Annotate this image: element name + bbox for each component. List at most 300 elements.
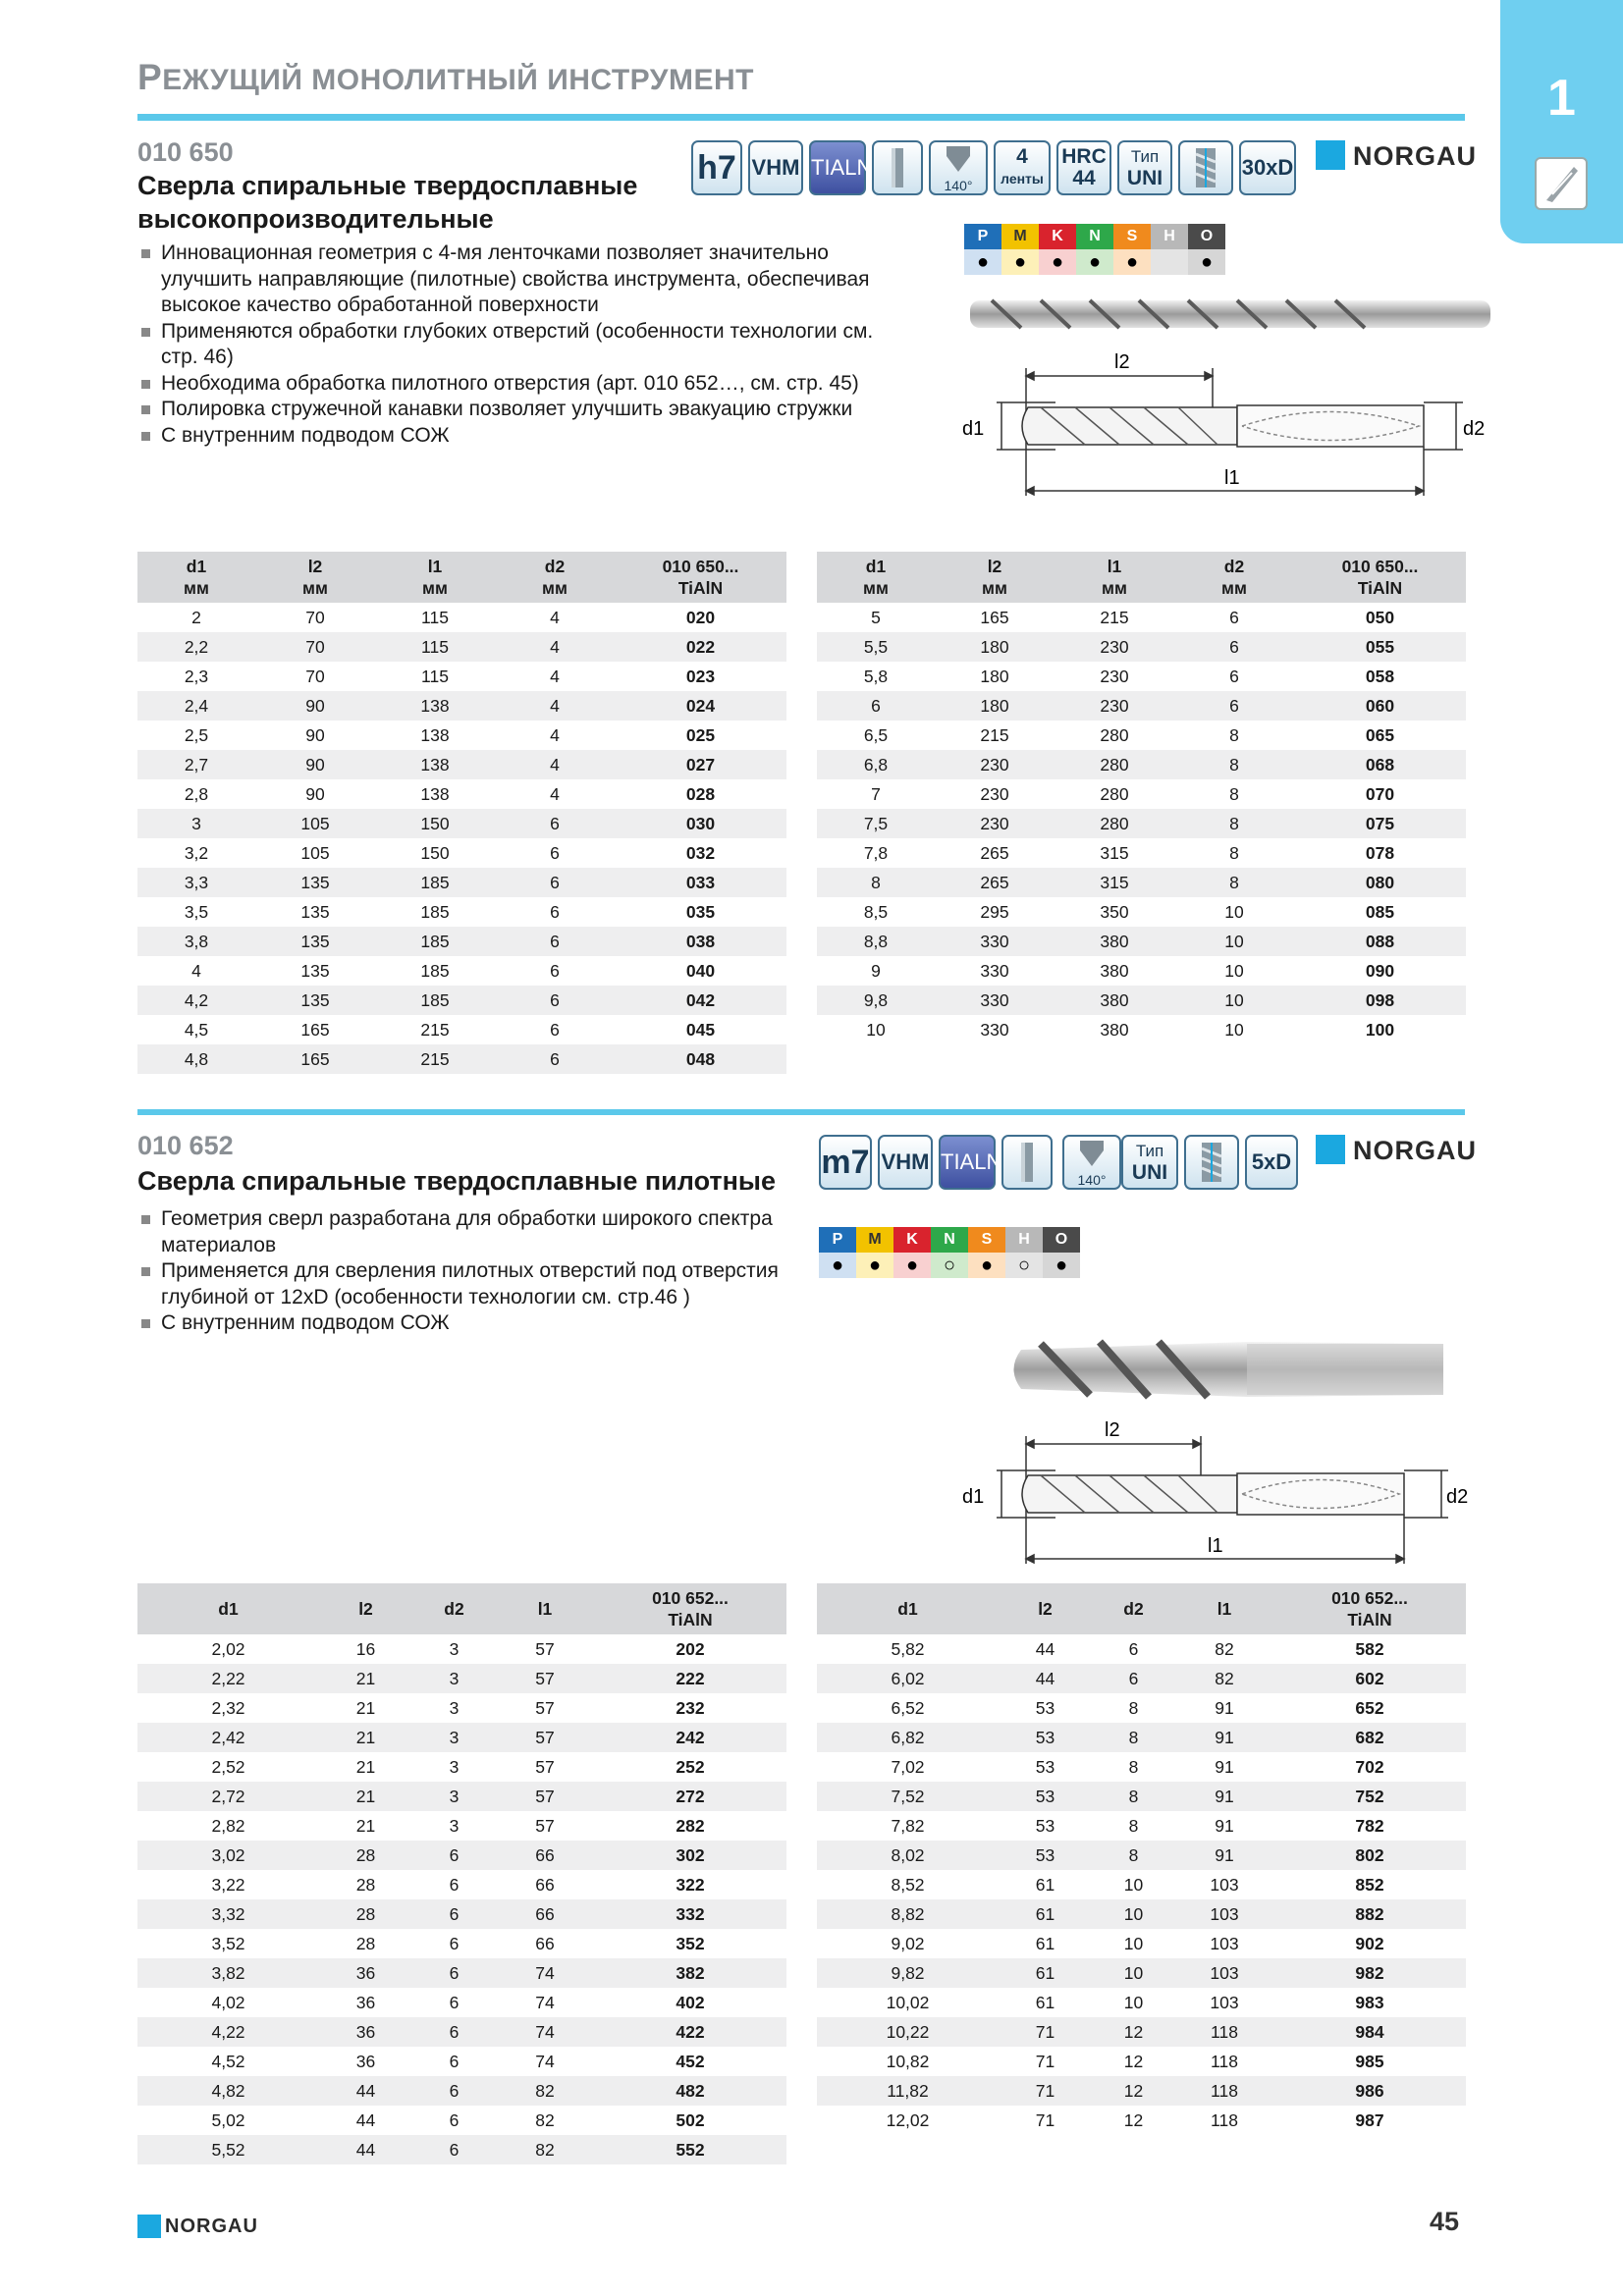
article-code-cell: 045 bbox=[685, 1019, 716, 1040]
iso-dot: ● bbox=[1001, 249, 1039, 275]
iso-letter: N bbox=[1076, 224, 1113, 249]
table-cell: 82 bbox=[496, 2076, 594, 2106]
article-code-cell: 602 bbox=[1273, 1664, 1466, 1693]
column-header: d2 мм bbox=[495, 552, 615, 603]
table-cell: 2,5 bbox=[184, 724, 209, 745]
table-row bbox=[137, 1811, 786, 1841]
article-code-cell: 050 bbox=[1365, 607, 1395, 627]
column-header: l2 bbox=[319, 1583, 412, 1634]
table-cell: 91 bbox=[1175, 1723, 1273, 1752]
table-cell: 3 bbox=[449, 1638, 460, 1659]
table-cell: 21 bbox=[319, 1664, 412, 1693]
article-code-cell: 085 bbox=[1365, 901, 1395, 922]
internal-coolant-icon bbox=[1184, 1135, 1239, 1190]
iso-dot: ● bbox=[968, 1253, 1005, 1278]
column-header: d2 мм bbox=[1174, 552, 1294, 603]
column-header: 010 652... TiAlN bbox=[594, 1583, 786, 1634]
table-cell: 6 bbox=[449, 1933, 460, 1953]
dim-d2-label: d2 bbox=[1463, 418, 1486, 440]
table-row bbox=[817, 2106, 1466, 2135]
table-row bbox=[137, 2076, 786, 2106]
table-cell: 44 bbox=[319, 2135, 412, 2164]
table-row bbox=[137, 691, 786, 721]
article-code-cell: 098 bbox=[1294, 986, 1466, 1015]
table-cell: 4,02 bbox=[211, 1992, 245, 2012]
article-code-cell: 882 bbox=[1273, 1899, 1466, 1929]
table-row bbox=[137, 2135, 786, 2164]
table-cell: 4,22 bbox=[137, 2017, 319, 2047]
column-header: d2 bbox=[412, 1583, 496, 1634]
hrc-value: 44 bbox=[1072, 167, 1096, 189]
table-cell: 280 bbox=[1055, 809, 1174, 838]
table-cell: 53 bbox=[1035, 1756, 1055, 1777]
table-row bbox=[817, 986, 1466, 1015]
table-cell: 150 bbox=[375, 809, 495, 838]
table-cell: 71 bbox=[1035, 2051, 1055, 2071]
sec2-iso-materials bbox=[819, 1227, 1080, 1278]
type-value: UNI bbox=[1126, 167, 1163, 189]
table-cell: 8,02 bbox=[817, 1841, 999, 1870]
table-row bbox=[817, 1929, 1466, 1958]
table-row bbox=[817, 809, 1466, 838]
table-header-row bbox=[137, 1583, 786, 1634]
table-cell: 71 bbox=[1035, 2109, 1055, 2130]
table-cell: 66 bbox=[496, 1841, 594, 1870]
column-header: l2 bbox=[999, 1583, 1092, 1634]
table-cell: 135 bbox=[255, 927, 375, 956]
table-cell: 380 bbox=[1055, 927, 1174, 956]
table-row bbox=[137, 838, 786, 868]
table-cell: 70 bbox=[305, 607, 325, 627]
table-row bbox=[817, 1870, 1466, 1899]
table-row bbox=[137, 1044, 786, 1074]
norgau-logo-square bbox=[137, 2215, 161, 2238]
table-cell: 4,8 bbox=[137, 1044, 255, 1074]
table-row bbox=[137, 2047, 786, 2076]
column-header: d1 bbox=[817, 1583, 999, 1634]
table-cell: 8,8 bbox=[817, 927, 935, 956]
norgau-logo bbox=[1316, 1135, 1477, 1168]
table-cell: 3,32 bbox=[137, 1899, 319, 1929]
table-row bbox=[817, 1634, 1466, 1664]
tolerance-icon: h7 bbox=[691, 140, 742, 195]
table-row bbox=[137, 1634, 786, 1664]
table-cell: 8 bbox=[1128, 1756, 1139, 1777]
table-cell: 4,2 bbox=[137, 986, 255, 1015]
table-cell: 4 bbox=[550, 783, 560, 804]
table-cell: 21 bbox=[355, 1815, 376, 1836]
table-cell: 103 bbox=[1210, 1933, 1239, 1953]
sec2-table-right bbox=[817, 1583, 1466, 2135]
table-cell: 2,4 bbox=[137, 691, 255, 721]
table-cell: 6 bbox=[412, 1958, 496, 1988]
article-code-cell: 422 bbox=[594, 2017, 786, 2047]
table-row bbox=[137, 1693, 786, 1723]
table-cell: 44 bbox=[355, 2109, 376, 2130]
table-cell: 9,82 bbox=[817, 1958, 999, 1988]
table-cell: 6 bbox=[449, 1874, 460, 1895]
norgau-logo-square bbox=[1316, 140, 1345, 170]
article-code-cell: 352 bbox=[676, 1933, 705, 1953]
table-cell: 3,2 bbox=[184, 842, 209, 863]
table-cell: 3,8 bbox=[137, 927, 255, 956]
iso-dot: ○ bbox=[931, 1253, 968, 1278]
table-cell: 6 bbox=[550, 960, 560, 981]
table-cell: 265 bbox=[980, 842, 1009, 863]
iso-letter: P bbox=[964, 224, 1001, 249]
table-cell: 71 bbox=[999, 2076, 1092, 2106]
type-icon bbox=[1117, 140, 1172, 195]
table-cell: 215 bbox=[1100, 607, 1129, 627]
table-cell: 2,42 bbox=[137, 1723, 319, 1752]
table-cell: 4 bbox=[495, 691, 615, 721]
table-cell: 295 bbox=[980, 901, 1009, 922]
table-cell: 7,52 bbox=[817, 1782, 999, 1811]
table-cell: 61 bbox=[999, 1899, 1092, 1929]
table-cell: 6,8 bbox=[817, 750, 935, 779]
table-cell: 66 bbox=[496, 1899, 594, 1929]
table-row bbox=[137, 1782, 786, 1811]
table-cell: 103 bbox=[1210, 1992, 1239, 2012]
table-row bbox=[817, 721, 1466, 750]
table-cell: 36 bbox=[355, 2051, 376, 2071]
article-code-cell: 782 bbox=[1355, 1815, 1384, 1836]
sec2-table-left bbox=[137, 1583, 786, 2164]
table-cell: 10 bbox=[1123, 1992, 1144, 2012]
article-code-cell: 042 bbox=[615, 986, 786, 1015]
article-code-cell: 023 bbox=[685, 666, 716, 686]
table-cell: 180 bbox=[935, 632, 1055, 662]
table-cell: 8 bbox=[1092, 1841, 1175, 1870]
table-row bbox=[137, 662, 786, 691]
table-cell: 53 bbox=[1035, 1697, 1055, 1718]
sec1-title: Сверла спиральные твердосплавные высокопроизводительные bbox=[137, 171, 638, 234]
table-cell: 150 bbox=[420, 842, 450, 863]
table-cell: 10 bbox=[1092, 1958, 1175, 1988]
table-cell: 44 bbox=[319, 2076, 412, 2106]
table-cell: 185 bbox=[420, 901, 450, 922]
table-cell: 5,82 bbox=[891, 1638, 925, 1659]
table-cell: 7,02 bbox=[891, 1756, 925, 1777]
table-cell: 57 bbox=[535, 1815, 555, 1836]
table-cell: 74 bbox=[535, 1992, 555, 2012]
table-cell: 12 bbox=[1092, 2076, 1175, 2106]
table-cell: 185 bbox=[375, 927, 495, 956]
table-cell: 8 bbox=[1174, 868, 1294, 897]
article-code-cell: 033 bbox=[615, 868, 786, 897]
article-code-cell: 452 bbox=[676, 2051, 705, 2071]
table-row bbox=[137, 1664, 786, 1693]
table-cell: 103 bbox=[1210, 1874, 1239, 1895]
article-code-cell: 802 bbox=[1273, 1841, 1466, 1870]
table-cell: 135 bbox=[255, 986, 375, 1015]
vhm-icon: VHM bbox=[748, 140, 803, 195]
dim-l2-label: l2 bbox=[1114, 351, 1130, 373]
table-cell: 61 bbox=[1035, 1933, 1055, 1953]
article-code-cell: 232 bbox=[676, 1697, 705, 1718]
table-cell: 12 bbox=[1123, 2109, 1144, 2130]
table-cell: 6 bbox=[550, 842, 560, 863]
table-cell: 185 bbox=[375, 868, 495, 897]
article-code-cell: 272 bbox=[594, 1782, 786, 1811]
internal-coolant-icon bbox=[1178, 140, 1233, 195]
table-cell: 16 bbox=[355, 1638, 376, 1659]
table-cell: 165 bbox=[300, 1019, 330, 1040]
table-cell: 5,02 bbox=[211, 2109, 245, 2130]
column-header: l2 мм bbox=[255, 552, 375, 603]
table-cell: 53 bbox=[1035, 1815, 1055, 1836]
table-cell: 3,22 bbox=[211, 1874, 245, 1895]
table-cell: 74 bbox=[535, 2051, 555, 2071]
table-cell: 10 bbox=[866, 1019, 886, 1040]
table-cell: 265 bbox=[935, 868, 1055, 897]
table-row bbox=[817, 2017, 1466, 2047]
table-cell: 57 bbox=[535, 1756, 555, 1777]
table-cell: 2,52 bbox=[211, 1756, 245, 1777]
table-cell: 21 bbox=[355, 1756, 376, 1777]
table-cell: 105 bbox=[300, 842, 330, 863]
sec1-drill-photo bbox=[962, 293, 1497, 338]
iso-letter: K bbox=[1039, 224, 1076, 249]
table-cell: 53 bbox=[999, 1723, 1092, 1752]
column-header: d1 bbox=[137, 1583, 319, 1634]
vhm-icon: VHM bbox=[878, 1135, 933, 1190]
article-code-cell: 902 bbox=[1355, 1933, 1384, 1953]
article-code-cell: 242 bbox=[594, 1723, 786, 1752]
article-code-cell: 984 bbox=[1273, 2017, 1466, 2047]
column-header: l1 мм bbox=[1055, 552, 1174, 603]
table-cell: 330 bbox=[935, 927, 1055, 956]
iso-letters-row bbox=[819, 1227, 1080, 1253]
table-row bbox=[817, 956, 1466, 986]
table-header-row bbox=[137, 552, 786, 603]
table-cell: 103 bbox=[1175, 1958, 1273, 1988]
sec1-bullet: Инновационная геометрия с 4-мя ленточками позволяет значительно улучшить направляющие (пилотные) свойства инструмента, обеспечивая высокое качество обработанной поверхности bbox=[139, 240, 886, 319]
article-code-cell: 702 bbox=[1355, 1756, 1384, 1777]
table-cell: 230 bbox=[1055, 632, 1174, 662]
table-cell: 9 bbox=[871, 960, 881, 981]
table-cell: 90 bbox=[305, 783, 325, 804]
point-angle-icon bbox=[929, 140, 988, 195]
article-code-cell: 682 bbox=[1273, 1723, 1466, 1752]
type-label: Тип bbox=[1130, 147, 1160, 166]
table-row bbox=[817, 868, 1466, 897]
table-cell: 10 bbox=[1224, 960, 1244, 981]
column-header: 010 650... TiAlN bbox=[615, 552, 786, 603]
table-cell: 6 bbox=[412, 1899, 496, 1929]
table-cell: 6 bbox=[1128, 1638, 1139, 1659]
table-cell: 3 bbox=[412, 1782, 496, 1811]
article-code-cell: 080 bbox=[1294, 868, 1466, 897]
table-cell: 28 bbox=[355, 1933, 376, 1953]
article-code-cell: 048 bbox=[615, 1044, 786, 1074]
type-icon bbox=[1121, 1135, 1178, 1190]
table-cell: 10,22 bbox=[817, 2017, 999, 2047]
table-row bbox=[817, 691, 1466, 721]
table-row bbox=[137, 632, 786, 662]
iso-dots-row bbox=[964, 249, 1225, 275]
sec1-bullet: Необходима обработка пилотного отверстия (арт. 010 652…, см. стр. 45) bbox=[139, 371, 886, 398]
iso-dot: ● bbox=[1039, 249, 1076, 275]
table-cell: 53 bbox=[999, 1841, 1092, 1870]
depth-icon: 5xD bbox=[1245, 1135, 1298, 1190]
table-cell: 6 bbox=[412, 2017, 496, 2047]
article-code-cell: 028 bbox=[685, 783, 716, 804]
table-cell: 165 bbox=[255, 1044, 375, 1074]
table-row bbox=[817, 1752, 1466, 1782]
table-cell: 3,52 bbox=[211, 1933, 245, 1953]
article-code-cell: 222 bbox=[594, 1664, 786, 1693]
table-cell: 91 bbox=[1175, 1782, 1273, 1811]
hrc-label: HRC bbox=[1061, 145, 1107, 168]
table-cell: 4 bbox=[495, 750, 615, 779]
table-cell: 315 bbox=[1100, 842, 1129, 863]
table-cell: 66 bbox=[535, 1933, 555, 1953]
table-cell: 6 bbox=[495, 1044, 615, 1074]
table-cell: 380 bbox=[1055, 986, 1174, 1015]
table-cell: 215 bbox=[980, 724, 1009, 745]
table-cell: 90 bbox=[305, 724, 325, 745]
dim-d1-label: d1 bbox=[962, 418, 985, 440]
table-cell: 8,52 bbox=[891, 1874, 925, 1895]
table-cell: 185 bbox=[375, 986, 495, 1015]
lands-icon bbox=[994, 140, 1051, 195]
table-cell: 118 bbox=[1211, 2109, 1238, 2130]
lands-number: 4 bbox=[1016, 145, 1028, 168]
sec1-bullet: Полировка стружечной канавки позволяет улучшить эвакуацию стружки bbox=[139, 397, 886, 423]
tialn-coating-icon: TIALN bbox=[809, 140, 866, 195]
table-cell: 2,2 bbox=[137, 632, 255, 662]
sec1-bullets bbox=[139, 240, 886, 449]
table-cell: 6 bbox=[495, 809, 615, 838]
article-code-cell: 100 bbox=[1365, 1019, 1395, 1040]
sec1-iso-materials bbox=[964, 224, 1225, 275]
table-cell: 7 bbox=[871, 783, 881, 804]
table-cell: 61 bbox=[1035, 1992, 1055, 2012]
table-cell: 135 bbox=[255, 868, 375, 897]
table-row bbox=[137, 927, 786, 956]
table-cell: 11,82 bbox=[817, 2076, 999, 2106]
table-cell: 6 bbox=[449, 2109, 460, 2130]
iso-letter: P bbox=[819, 1227, 856, 1253]
table-cell: 2,82 bbox=[211, 1815, 245, 1836]
table-row bbox=[137, 1841, 786, 1870]
article-code-cell: 983 bbox=[1355, 1992, 1384, 2012]
table-row bbox=[137, 1015, 786, 1044]
table-cell: 2,02 bbox=[211, 1638, 245, 1659]
dim-l2-label: l2 bbox=[1105, 1419, 1120, 1441]
dim-d2-label: d2 bbox=[1446, 1486, 1469, 1508]
iso-letter: K bbox=[893, 1227, 931, 1253]
sec1-bullet: Применяются обработки глубоких отверстий (особенности технологии см. стр. 46) bbox=[139, 319, 888, 371]
sec1-bullet: С внутренним подводом СОЖ bbox=[139, 423, 886, 450]
table-cell: 330 bbox=[935, 986, 1055, 1015]
article-code-cell: 382 bbox=[594, 1958, 786, 1988]
iso-letter: M bbox=[856, 1227, 893, 1253]
norgau-logo-square bbox=[1316, 1135, 1345, 1164]
table-cell: 82 bbox=[1175, 1664, 1273, 1693]
table-cell: 6 bbox=[1174, 632, 1294, 662]
table-header-row bbox=[817, 1583, 1466, 1634]
table-cell: 118 bbox=[1175, 2017, 1273, 2047]
sec1-code: 010 650 bbox=[137, 137, 234, 167]
table-cell: 3 bbox=[137, 809, 255, 838]
table-cell: 44 bbox=[1035, 1638, 1055, 1659]
table-row bbox=[817, 1811, 1466, 1841]
table-row bbox=[817, 2047, 1466, 2076]
table-cell: 138 bbox=[420, 724, 450, 745]
table-cell: 330 bbox=[980, 960, 1009, 981]
table-cell: 215 bbox=[420, 1019, 450, 1040]
table-cell: 8 bbox=[1092, 1723, 1175, 1752]
column-header: l1 bbox=[496, 1583, 594, 1634]
table-cell: 4 bbox=[550, 666, 560, 686]
table-cell: 53 bbox=[999, 1782, 1092, 1811]
table-cell: 6 bbox=[550, 901, 560, 922]
iso-dot: ● bbox=[856, 1253, 893, 1278]
table-cell: 71 bbox=[999, 2017, 1092, 2047]
article-code-cell: 322 bbox=[676, 1874, 705, 1895]
sec2-drill-photo bbox=[1001, 1330, 1453, 1409]
table-cell: 44 bbox=[999, 1664, 1092, 1693]
table-cell: 315 bbox=[1055, 868, 1174, 897]
norgau-logo-text: NORGAU bbox=[165, 2216, 258, 2237]
table-cell: 91 bbox=[1175, 1841, 1273, 1870]
article-code-cell: 032 bbox=[685, 842, 716, 863]
table-cell: 280 bbox=[1100, 783, 1129, 804]
table-cell: 6 bbox=[449, 1992, 460, 2012]
table-cell: 165 bbox=[980, 607, 1009, 627]
sec1-table-right bbox=[817, 552, 1466, 1044]
table-cell: 6 bbox=[412, 1841, 496, 1870]
table-row bbox=[817, 1958, 1466, 1988]
table-cell: 138 bbox=[375, 691, 495, 721]
table-row bbox=[817, 1015, 1466, 1044]
article-code-cell: 652 bbox=[1355, 1697, 1384, 1718]
table-row bbox=[817, 838, 1466, 868]
table-row bbox=[137, 1899, 786, 1929]
table-cell: 36 bbox=[355, 1992, 376, 2012]
dim-l1-label: l1 bbox=[1224, 467, 1240, 489]
iso-letter: O bbox=[1043, 1227, 1080, 1253]
article-code-cell: 075 bbox=[1294, 809, 1466, 838]
table-cell: 118 bbox=[1175, 2076, 1273, 2106]
table-cell: 21 bbox=[319, 1782, 412, 1811]
table-cell: 57 bbox=[535, 1638, 555, 1659]
sec2-code: 010 652 bbox=[137, 1131, 234, 1160]
table-cell: 91 bbox=[1215, 1815, 1234, 1836]
iso-dot: ● bbox=[1188, 249, 1225, 275]
table-cell: 12 bbox=[1123, 2051, 1144, 2071]
sec2-bullet: Применяется для сверления пилотных отверстий под отверстия глубиной от 12xD (особенности технологии см. стр.46 ) bbox=[139, 1258, 787, 1310]
article-code-cell: 020 bbox=[685, 607, 716, 627]
sec2-bullets bbox=[139, 1206, 787, 1337]
table-cell: 8,82 bbox=[817, 1899, 999, 1929]
norgau-logo-text: NORGAU bbox=[1353, 141, 1477, 171]
table-cell: 6 bbox=[550, 1019, 560, 1040]
table-cell: 57 bbox=[496, 1664, 594, 1693]
article-code-cell: 852 bbox=[1355, 1874, 1384, 1895]
iso-dot: ○ bbox=[1005, 1253, 1043, 1278]
header-divider bbox=[137, 114, 1465, 121]
sec2-bullet: С внутренним подводом СОЖ bbox=[139, 1310, 787, 1337]
table-cell: 230 bbox=[935, 809, 1055, 838]
iso-dot: ● bbox=[1043, 1253, 1080, 1278]
iso-dot: ● bbox=[819, 1253, 856, 1278]
table-cell: 91 bbox=[1215, 1697, 1234, 1718]
table-row bbox=[137, 779, 786, 809]
table-row bbox=[137, 1958, 786, 1988]
